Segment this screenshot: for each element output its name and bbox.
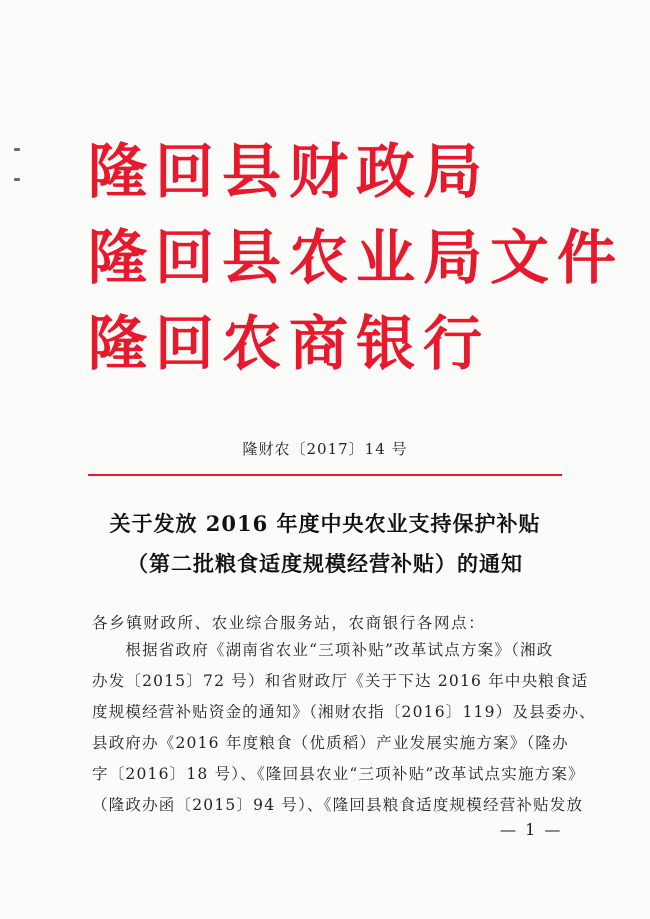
- body-line: （隆政办函〔2015〕94 号）、《隆回县粮食适度规模经营补贴发放: [92, 796, 584, 814]
- body-line: 度规模经营补贴资金的通知》（湘财农指〔2016〕119）及县委办、: [92, 703, 596, 721]
- body-line: 字〔2016〕18 号）、《隆回县农业“三项补贴”改革试点实施方案》: [92, 765, 585, 783]
- document-number: 隆财农〔2017〕14 号: [242, 440, 408, 458]
- body-line: 根据省政府《湖南省农业“三项补贴”改革试点方案》（湘政: [92, 641, 554, 659]
- issuer-finance-bureau: 隆回县财政局: [88, 137, 491, 206]
- margin-mark: [14, 178, 20, 181]
- header-divider: [88, 474, 562, 476]
- body-line: 县政府办《2016 年度粮食（优质稻）产业发展实施方案》（隆办: [92, 734, 569, 752]
- document-title-line-1: 关于发放 2016 年度中央农业支持保护补贴: [109, 511, 541, 536]
- page-number: — 1 —: [500, 820, 563, 839]
- body-line: 办发〔2015〕72 号）和省财政厅《关于下达 2016 年中央粮食适: [92, 672, 589, 690]
- document-title-line-2: （第二批粮食适度规模经营补贴）的通知: [127, 551, 523, 576]
- issuer-rural-bank: 隆回农商银行: [88, 309, 491, 378]
- salutation: 各乡镇财政所、农业综合服务站，农商银行各网点：: [92, 614, 486, 632]
- issuer-agriculture-bureau: 隆回县农业局文件: [88, 223, 625, 292]
- margin-mark: [14, 148, 20, 151]
